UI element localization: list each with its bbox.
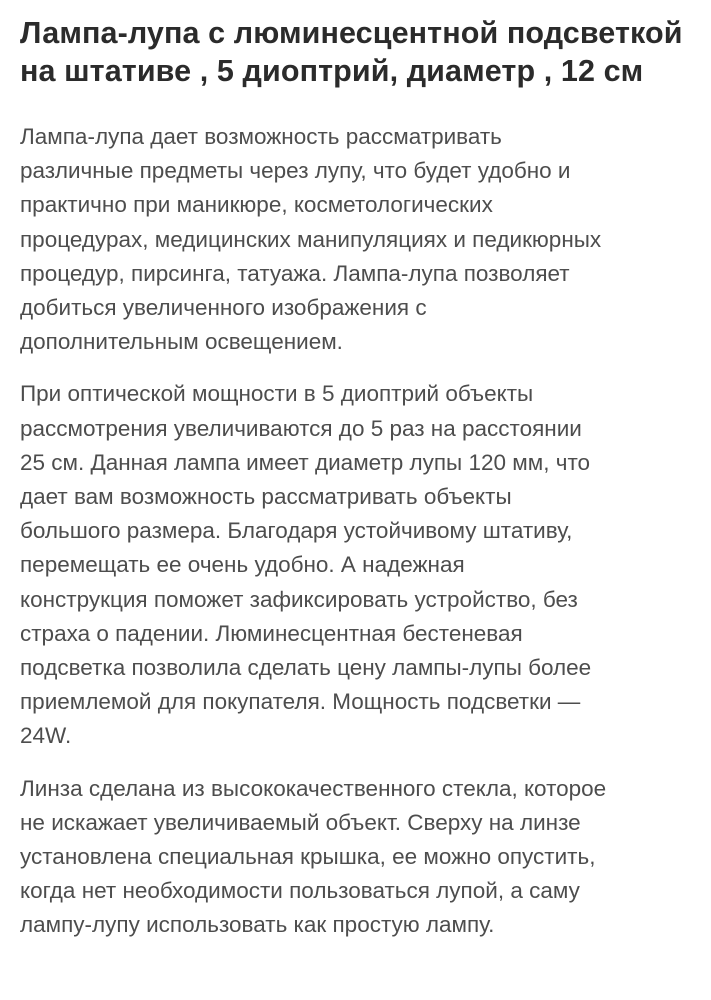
product-description	[20, 14, 700, 961]
description-paragraph: Лампа-лупа дает возможность рассматривать различные предметы через лупу, что будет удобно и практично при маникюре, косметологических процедурах, медицинских манипуляциях и педикюрных процедур, пирсинга, татуажа. Лампа-лупа позволяет добиться увеличенного изображения с дополнительным освещением.	[20, 124, 602, 355]
product-title: Лампа-лупа с люминесцентной подсветкой на штативе , 5 диоптрий, диаметр , 12 см	[20, 16, 683, 88]
description-paragraph: При оптической мощности в 5 диоптрий объекты рассмотрения увеличиваются до 5 раз на расстоянии 25 см. Данная лампа имеет диаметр лупы 120 мм, что дает вам возможность рассматривать объекты большого размера. Благодаря устойчивому штативу, перемещать ее очень удобно. А надежная конструкция поможет зафиксировать устройство, без страха о падении. Люминесцентная бестеневая подсветка позволила сделать цену лампы-лупы более приемлемой для покупателя. Мощность подсветки — 24W.	[20, 381, 592, 749]
description-paragraph: Линза сделана из высококачественного стекла, которое не искажает увеличиваемый объект. Сверху на линзе установлена специальная крышка, ее можно опустить, когда нет необходимости пользоваться лупой, а саму лампу-лупу использовать как простую лампу.	[20, 775, 607, 938]
